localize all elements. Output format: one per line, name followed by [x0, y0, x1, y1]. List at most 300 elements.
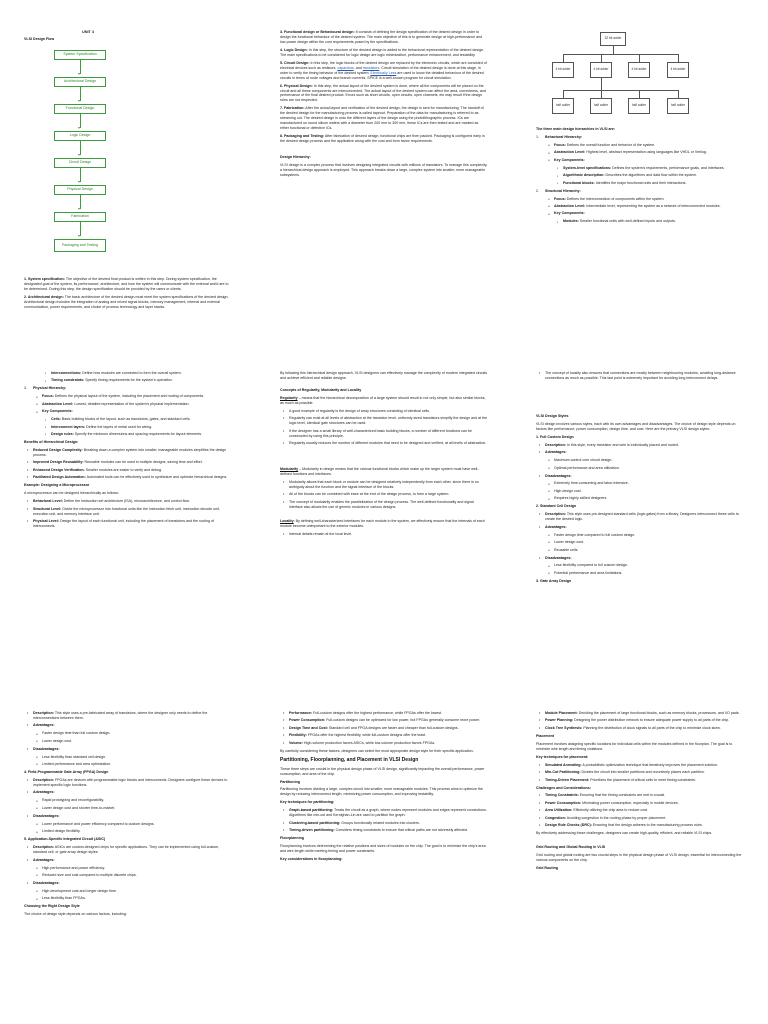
item-label: Abstraction Level:: [554, 150, 586, 155]
para-heading: 1. System specification:: [24, 277, 65, 282]
item-text: Ensuring that the timing constraints are met is crucial.: [578, 793, 666, 798]
list-item: [24, 507, 232, 517]
item-label: Design Rule Checks (DRC):: [545, 823, 592, 828]
item-text: Considers timing constraints to ensure that critical paths are not adversely affected.: [334, 828, 469, 833]
bullet-list: [536, 711, 744, 731]
paragraph: The choice of design style depends on various factors, including:: [24, 912, 127, 917]
tree-node-bottom: half adder: [628, 98, 650, 114]
item-label: Physical Level:: [33, 519, 59, 524]
item-label: Behavioral Level:: [33, 499, 63, 504]
bullet-list: [280, 711, 488, 746]
tree-node-mid: 4 bit adder: [667, 62, 689, 78]
item-label: Improved Design Reusability:: [33, 460, 84, 465]
item-text: Describes the algorithms and data flow within the system.: [604, 173, 698, 178]
style-heading: 2. Standard Cell Design: [536, 504, 577, 509]
bullet-list: [24, 778, 232, 795]
item-text: Planning the distribution of clock signals to all parts of the chip to minimize clock skew.: [582, 725, 721, 730]
item-label: Functional blocks:: [563, 180, 595, 185]
item-label: Clock Tree Synthesis:: [545, 725, 583, 730]
list-item: o Reusable cells.: [545, 548, 744, 553]
subsection-title-placement-techniques: Key techniques for placement:: [536, 754, 589, 759]
bullet-list: [536, 443, 744, 455]
paragraph: [24, 295, 232, 310]
unit-heading: UNIT 4: [81, 30, 95, 34]
tree-node-bottom: half adder: [667, 98, 689, 114]
tree-node-mid: 4 bit adder: [590, 62, 612, 78]
para-text: The objective of the desired final product is written in this step. During system specification, the designated goal of the system, its performance, architecture, and how the system will communicate with the external world are to be determined. During this step, the design specification should be provided by the users or clients.: [24, 277, 229, 292]
para-text: , and: [353, 65, 363, 70]
para-heading: 8. Packaging and Testing:: [280, 134, 325, 139]
tree-edge: [601, 90, 602, 98]
list-item: o Less flexibility compared to full custom design.: [545, 563, 744, 568]
list-item: o Limited design flexibility.: [33, 829, 232, 834]
subsection-title-partitioning: Partitioning: [280, 779, 300, 784]
bullet-list: [536, 793, 744, 828]
list-item: [536, 823, 744, 828]
flow-box: Architectural Design: [54, 77, 106, 87]
tree-edge: [639, 90, 640, 98]
section-title-concepts: Concepts of Regularity, Modularity and Locality: [280, 387, 362, 392]
item-text: High-volume production favors ASICs, while low-volume production favors FPGAs.: [302, 740, 436, 745]
item-text: Breaking down a complex system into smaller, manageable modules simplifies the design process.: [33, 448, 227, 457]
list-item: [42, 425, 232, 430]
item-text: Defines the overall function and behavior of the system.: [565, 142, 656, 147]
item-label: Power Consumption:: [289, 718, 326, 723]
item-text: Designing the power distribution network to ensure adequate power supply to all parts of the chip.: [573, 718, 730, 723]
item-text: Prioritizes the placement of critical cells to meet timing constraints.: [589, 777, 696, 782]
item-label: Module Placement:: [545, 711, 578, 715]
tree-edge: [563, 90, 564, 98]
list-item: [545, 158, 744, 163]
bullet-list: [42, 417, 232, 437]
list-item: [24, 468, 232, 473]
list-item: • If the designer has a small library of well-characterized basic building blocks, a number of different functions can be constructed by using this principle.: [280, 429, 488, 439]
paragraph: [280, 84, 488, 104]
list-item: [536, 556, 744, 561]
flow-arrow: [80, 141, 81, 155]
bullet-list: [24, 881, 232, 886]
item-label: Congestion:: [545, 815, 566, 820]
subsection-title-grid-routing: Grid Routing: [536, 866, 558, 871]
section-title-grid-routing: Grid Routing and Global Routing in VLSI: [536, 845, 606, 850]
item-text: Efficiently utilizing the chip area to reduce cost.: [572, 808, 649, 813]
bullet-list: [545, 533, 744, 553]
bullet-list: [280, 480, 488, 510]
bullet-list: [545, 563, 744, 575]
item-label: Flexibility:: [289, 733, 307, 738]
tree-edge: [563, 90, 678, 91]
paragraph: These three steps are crucial in the physical design phase of VLSI design, significantly impacting the overall performance, power consumption, and area of the chip.: [280, 766, 485, 776]
list-item: [24, 460, 232, 465]
tree-edge: [601, 54, 602, 62]
item-label: Modules:: [563, 219, 579, 224]
item-text: Deciding the placement of large functional blocks, such as memory blocks, processors, and I/O pads.: [577, 711, 740, 715]
item-label: Disadvantages:: [545, 473, 572, 478]
item-label: Advantages:: [33, 790, 55, 795]
paragraph: [24, 277, 232, 292]
list-item: • The concept of modularity enables the parallelization of the design process. The well-defined functionality and signal interface also allows the use of generic modules in various designs.: [280, 500, 488, 510]
section-title-design-styles: VLSI Design Styles: [536, 413, 569, 418]
item-label: Timing-Driven Placement:: [545, 777, 590, 782]
list-item: o Faster design time compared to full custom design.: [545, 533, 744, 538]
item-label: Timing-driven partitioning:: [289, 828, 335, 833]
item-label: Performance:: [289, 711, 313, 715]
bullet-list: [536, 474, 744, 479]
item-label: Timing constraints:: [51, 378, 85, 383]
link-capacitors[interactable]: capacitors: [337, 65, 354, 70]
list-item: o Faster design time than full custom design.: [33, 731, 232, 736]
list-item: [280, 711, 488, 716]
tree-node-bottom: half adder: [552, 98, 574, 114]
flow-box: Packaging and Testing: [54, 239, 106, 252]
para-text: The basic architecture of the desired design must meet the system specifications of the desired design. Architectural design includes the integration of analog and mixed signal blocks, memory management, internal and external communication, power requirements, and choice of process technology and layer stacks.: [24, 295, 229, 309]
bullet-list: [24, 747, 232, 752]
list-item: [24, 778, 232, 788]
item-text: Design the layout of each functional unit, including the placement of transistors and the routing of interconnects.: [33, 519, 214, 529]
list-item: 2. Structural Hierarchy:: [536, 188, 581, 193]
list-item: [536, 718, 744, 723]
list-item: [24, 845, 232, 855]
list-item: [545, 204, 744, 209]
para-heading: 4. Logic Design:: [280, 47, 308, 52]
list-item: [554, 181, 744, 186]
item-label: Cells:: [51, 417, 61, 422]
tree-edge: [563, 54, 678, 55]
list-item: • All of the blocks can be combined with ease at the end of the design process, to form a large system.: [280, 492, 488, 497]
item-label: Reduced Design Complexity:: [33, 448, 83, 453]
list-item: • The concept of locality also ensures that connections are mostly between neighbouring modules, avoiding long-distance connections as much as possible. This last point is extremely important for avoiding long interconnect delays.: [536, 371, 744, 381]
list-item: [545, 197, 744, 202]
item-label: Focus:: [554, 196, 566, 201]
list-item: [536, 801, 744, 806]
item-label: Abstraction Level:: [42, 401, 74, 406]
page-3: [512, 0, 768, 341]
item-text: ASICs are custom-designed chips for specific applications. They can be implemented using full-custom, standard cell, or gate array design styles.: [33, 845, 220, 855]
item-label: Disadvantages:: [33, 813, 60, 818]
hierarchy-list: [536, 189, 744, 194]
list-item: [536, 512, 744, 522]
list-item: [536, 525, 744, 530]
list-item: [24, 747, 232, 752]
term-regularity: Regularity: [280, 395, 298, 400]
item-label: Advantages:: [33, 723, 55, 728]
flow-arrow: [80, 195, 81, 209]
item-text: Groups functionally related modules into clusters.: [340, 820, 420, 825]
bullet-list: [33, 798, 232, 810]
flow-arrow: [80, 87, 81, 101]
item-label: Focus:: [42, 394, 54, 399]
item-label: Key Components:: [554, 157, 585, 162]
adder-hierarchy-diagram: [550, 28, 700, 123]
list-item: o Extremely time-consuming and labor-intensive.: [545, 481, 744, 486]
bullet-list: [545, 143, 744, 163]
paragraph: VLSI design involves various styles, each with its own advantages and disadvantages. The choice of design style depends on factors like performance, power consumption, design time, and cost. Here are the primary VLSI design styles:: [536, 421, 736, 431]
list-item: [33, 409, 232, 414]
hierarchy-list: [24, 386, 232, 391]
list-item: 1. Behavioral Hierarchy:: [536, 134, 583, 139]
vlsi-design-flow-diagram: [50, 45, 150, 277]
list-item: [42, 378, 232, 383]
item-label: Timing Constraints:: [545, 793, 579, 798]
item-text: Ensuring that the design adheres to the manufacturing process rules.: [591, 823, 703, 828]
bullet-list: [24, 448, 232, 480]
list-item: [33, 402, 232, 407]
flow-arrow: [80, 60, 81, 74]
term-locality: Locality: [280, 518, 294, 523]
item-label: Volume:: [289, 740, 303, 745]
list-item: [545, 143, 744, 148]
item-text: Basic building blocks of the layout, such as transistors, gates, and standard cells.: [60, 417, 191, 422]
item-label: Disadvantages:: [33, 880, 60, 885]
list-item: [536, 474, 744, 479]
list-item: o Lower design cost.: [33, 739, 232, 744]
paragraph: [280, 467, 488, 477]
para-text: It consists of defining the design specification of the desired design in order to design the functional behaviour of the desired system. The main objective of this is to generate design at high-performance and low-power design within the cost requirements posed by the specifications.: [280, 30, 483, 44]
list-item: [536, 726, 744, 731]
bullet-list: [536, 371, 744, 381]
flow-arrow: [80, 168, 81, 182]
item-text: Minimizing power consumption, especially in mobile devices.: [581, 800, 679, 805]
list-item: o Requires highly skilled designers.: [545, 496, 744, 501]
bullet-list: [280, 808, 488, 833]
para-heading: 2. Architectural design:: [24, 295, 64, 300]
paragraph: VLSI design is a complex process that involves designing integrated circuits with millions of transistors. To manage this complexity, a hierarchical design approach is employed. This approach breaks down a large, complex system into smaller, more manageable subsystems.: [280, 163, 488, 177]
item-label: Description:: [33, 778, 54, 783]
list-item: o Potential performance and area limitations.: [545, 571, 744, 576]
item-label: Graph-based partitioning:: [289, 808, 334, 813]
style-heading: 1. Full Custom Design: [536, 434, 574, 439]
page-2: [256, 0, 512, 341]
bullet-list: [280, 532, 488, 537]
subsection-title-techniques: Key techniques for partitioning:: [280, 800, 335, 805]
bullet-list: [536, 763, 744, 783]
paragraph: [280, 396, 488, 406]
bullet-list: [42, 371, 232, 383]
list-item: [24, 711, 232, 721]
item-text: Intermediate level, representing the system as a network of interconnected modules.: [585, 204, 721, 209]
item-text: Specify the minimum dimensions and spacing requirements for layout elements.: [73, 432, 203, 437]
item-text: Standard cell and FPGA designs are faster and cheaper than full-custom designs.: [327, 725, 459, 730]
list-item: • Internal details remain at the local level.: [280, 532, 488, 537]
para-text: – means that the hierarchical decomposition of a large system should result in not only simple, but also similar blocks, as much as possible.: [280, 395, 486, 405]
section-title-design-hierarchy: Design Hierarchy:: [280, 155, 311, 160]
paragraph: [280, 48, 488, 58]
bullet-list: [33, 394, 232, 414]
item-text: A probabilistic optimization technique that iteratively improves the placement solution.: [581, 762, 719, 767]
item-label: Interconnect layers:: [51, 424, 86, 429]
list-item: o High development cost and longer design time.: [33, 889, 232, 894]
list-item: [536, 793, 744, 798]
list-item: [280, 726, 488, 731]
bullet-list: [24, 499, 232, 529]
paragraph: By carefully considering these factors, designers can select the most appropriate design style for their specific application.: [280, 748, 474, 753]
flow-arrow: [80, 222, 81, 236]
item-label: Power Consumption:: [545, 800, 582, 805]
tree-node-mid: 4 bit adder: [628, 62, 650, 78]
list-item: [545, 211, 744, 216]
item-text: Define the instruction set architecture (ISA), microarchitecture, and control flow.: [62, 499, 190, 504]
list-item: [554, 219, 744, 224]
item-text: Treats the circuit as a graph, where nodes represent modules and edges represent connections. Algorithms like min-cut and Kernighan-Lin are used to partition the graph.: [289, 808, 487, 818]
paragraph: [280, 30, 488, 45]
item-text: This style uses pre-designed standard cells (logic gates) from a library. Designers interconnect these cells to create the desired logic.: [545, 512, 739, 522]
list-item: [536, 763, 744, 768]
bullet-list: [24, 814, 232, 819]
item-text: Avoiding congestion in the routing phase by proper placement.: [565, 815, 667, 820]
list-item: o Lower design cost.: [545, 540, 744, 545]
bullet-list: [280, 409, 488, 446]
bullet-list: [33, 822, 232, 834]
item-text: Define how modules are connected to form the overall system.: [81, 371, 182, 375]
style-heading: 4. Field-Programmable Gate Array (FPGA) Design: [24, 770, 109, 775]
tree-node-mid: 4 bit adder: [552, 62, 574, 78]
item-text: Automated tools can be effectively used to synthesize and optimize hierarchical designs.: [85, 475, 228, 480]
bullet-list: [554, 219, 744, 224]
item-text: Defines the interconnection of components within the system.: [565, 196, 665, 201]
item-label: Power Planning:: [545, 718, 574, 723]
flow-box: Fabrication: [54, 212, 106, 222]
bullet-list: [545, 481, 744, 501]
bullet-list: [33, 755, 232, 767]
list-item: o Reduced size and cost compared to multiple discrete chips.: [33, 873, 232, 878]
list-item: [42, 371, 232, 376]
list-item: [536, 770, 744, 775]
link-transistors[interactable]: transistors: [362, 65, 380, 70]
paragraph: Partitioning involves dividing a large, complex circuit into smaller, more manageable modules. This process aims to optimize the design by reducing interconnect length, minimizing power consumption, and improving testability.: [280, 787, 483, 797]
list-item: [24, 790, 232, 795]
item-label: Area Utilization:: [545, 808, 573, 813]
bullet-list: [24, 711, 232, 728]
list-item: o High performance and power efficiency.: [33, 866, 232, 871]
list-heading: Behavioral Hierarchy:: [545, 134, 583, 139]
item-text: This style uses a pre-fabricated array of transistors, where the designer only needs to define the interconnections between them.: [33, 711, 208, 720]
para-text: After fabrication of desired design, functional chips are then packed. Packaging is configured early in the desired design process and the applicative along with the cost and form factor requirements.: [280, 134, 485, 144]
tree-edge: [613, 46, 614, 54]
item-label: Disadvantages:: [33, 746, 60, 751]
item-text: Smaller functional units with well-defined inputs and outputs.: [578, 219, 676, 224]
list-item: [24, 881, 232, 886]
list-item: • Regularity can exist at all levels of abstraction at the transistor level, uniformly sized transistors simplify the design and at the logic level, identical gate structures can be used.: [280, 416, 488, 426]
para-text: After the actual layout and verification of the desired design, the design is sent for manufacturing. The handoff of the desired design for the manufacturing process is called tapeout. Preparation of the data for manufacturing is referred to as streaming out. The desired design is onto the different layers of the design using the photolithographic process. ICs are manufactured on round silicon wafers with a diameter from 200 mm to 300 mm, these ICs are then tested and are marked as either functional or defective ICs.: [280, 106, 484, 131]
style-heading: 5. Application-Specific Integrated Circuit (ASIC): [24, 837, 106, 842]
paragraph: Floorplanning involves determining the relative positions and sizes of modules on the chip. The goal is to minimize the chip's area and wire length while meeting timing and power constraints.: [280, 844, 486, 854]
subsection-title-challenges: Challenges and Considerations:: [536, 785, 591, 790]
para-heading: 3. Functional design or Behavioural design:: [280, 30, 355, 34]
hierarchies-intro: The three main design hierarchies in VLSI are:: [536, 127, 616, 131]
list-item: [536, 816, 744, 821]
paragraph: By following this hierarchical design approach, VLSI designers can effectively manage the complexity of modern integrated circuits and achieve efficient and reliable designs.: [280, 371, 488, 380]
item-text: Divides the circuit into smaller partitions and recursively places each partition.: [580, 770, 705, 775]
list-item: o Optimal performance and area utilization.: [545, 466, 744, 471]
list-item: [280, 828, 488, 833]
item-text: Reusable modules can be used in multiple designs, saving time and effort.: [83, 460, 203, 465]
paragraph: [280, 134, 488, 144]
tree-node-top: 32 bit adder: [600, 32, 626, 46]
bullet-list: [545, 458, 744, 470]
item-label: Min-Cut Partitioning:: [545, 770, 581, 775]
page-7: [0, 682, 256, 1023]
item-label: Description:: [33, 711, 54, 715]
item-label: Focus:: [554, 142, 566, 147]
page-1: [0, 0, 256, 341]
item-label: Interconnections:: [51, 371, 82, 375]
subsection-title-floorplanning: Floorplanning: [280, 836, 304, 841]
list-item: [536, 443, 744, 448]
flow-box: Functional Design: [54, 104, 106, 114]
list-item: [280, 821, 488, 826]
bullet-list: [33, 731, 232, 743]
item-label: Abstraction Level:: [554, 204, 586, 209]
list-item: o Lower performance and power efficiency compared to custom designs.: [33, 822, 232, 827]
tree-edge: [563, 54, 564, 62]
item-text: Specify timing requirements for the system's operation.: [84, 378, 173, 383]
list-item: o High design cost.: [545, 489, 744, 494]
item-label: Facilitated Design Automation:: [33, 475, 86, 480]
section-title-partitioning-floorplanning: Partitioning, Floorplanning, and Placement in VLSI Design: [280, 756, 419, 763]
item-label: Description:: [545, 442, 566, 447]
list-heading: Physical Hierarchy:: [33, 386, 67, 391]
item-label: Advantages:: [545, 450, 567, 455]
list-heading: Structural Hierarchy:: [545, 188, 581, 193]
list-item: [24, 499, 232, 504]
style-heading: 3. Gate Array Design: [536, 578, 572, 583]
list-item: o Maximum control over circuit design.: [545, 458, 744, 463]
link-electrically-less[interactable]: Electrically Less: [370, 70, 397, 75]
para-heading: 6. Physical Design:: [280, 83, 313, 88]
section-title-benefits: Benefits of Hierarchical Design:: [24, 440, 79, 445]
list-item: [33, 394, 232, 399]
item-text: FPGAs offer the highest flexibility, while full-custom designs offer the least.: [306, 733, 427, 738]
subsection-title-fp-considerations: Key considerations in floorplanning:: [280, 857, 343, 861]
list-item: [42, 432, 232, 437]
hierarchy-list: [536, 135, 744, 140]
para-text: In this step, the structure of the desired design is added to the behavioral representation of the desired design. The main specifications to be considered for logic design are logic minimization, performance enhancement, and testability.: [280, 47, 484, 57]
item-label: Key Components:: [42, 409, 73, 414]
bullet-list: [536, 512, 744, 529]
item-label: Key Components:: [554, 211, 585, 216]
para-text: . Circuit simulation of the desired design is done at this stage, in order to verify the timing behavior of the desired system.: [280, 65, 481, 75]
page-8: [256, 682, 512, 1023]
tree-edge: [678, 90, 679, 98]
list-item: [280, 741, 488, 746]
para-heading: 5. Circuit Design:: [280, 60, 310, 65]
list-item: [24, 723, 232, 728]
item-text: FPGAs are devices with programmable logic blocks and interconnects. Designers configure these devices to implement specific logic functions.: [33, 778, 228, 788]
term-modularity: Modularity: [280, 466, 299, 471]
item-label: Design rules:: [51, 432, 74, 437]
tree-edge: [601, 78, 602, 90]
paragraph: By effectively addressing these challenges, designers can create high-quality, efficient, and reliable VLSI chips.: [536, 831, 713, 836]
flow-box: Logic Design: [54, 131, 106, 141]
page-4: [0, 341, 256, 682]
paragraph: [280, 106, 488, 131]
list-item: [24, 448, 232, 458]
page-5: [256, 341, 512, 682]
tree-edge: [678, 54, 679, 62]
item-label: Advantages:: [545, 524, 567, 529]
list-item: [280, 718, 488, 723]
list-item: o Rapid prototyping and reconfigurability.: [33, 798, 232, 803]
item-label: Algorithmic description:: [563, 173, 605, 178]
bullet-list: [545, 197, 744, 217]
para-text: In this step, the logic blocks of the desired design are replaced by the electronic circuits, which are consisted of electrical devices such as resistors,: [280, 60, 487, 70]
list-item: • A good example of regularity is the design of array structures consisting of identical cells.: [280, 409, 488, 414]
paragraph: Placement involves assigning specific locations for individual cells within the modules defined in the floorplan. The goal is to minimize wire length and timing violations.: [536, 741, 733, 751]
list-item: [280, 733, 488, 738]
item-text: Full-custom designs offer the highest performance, while FPGAs offer the lowest.: [312, 711, 443, 715]
flow-box: Physical Design: [54, 185, 106, 195]
bullet-list: [33, 889, 232, 901]
